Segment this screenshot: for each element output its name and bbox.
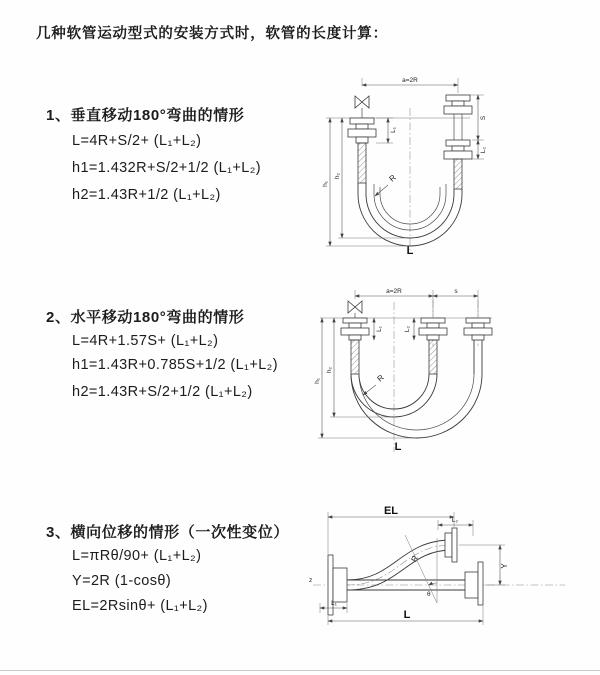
section-3-heading: 3、横向位移的情形（一次性变位） xyxy=(46,524,289,541)
section-2-formula-h1: h1=1.43R+0.785S+1/2 (L₁+L₂) xyxy=(72,357,278,373)
section-2-heading: 2、水平移动180°弯曲的情形 xyxy=(46,309,245,326)
section-1-formula-h1: h1=1.432R+S/2+1/2 (L₁+L₂) xyxy=(72,160,262,176)
dim-l1-label: L₁ xyxy=(331,600,337,607)
angle-label: θ xyxy=(427,591,431,598)
dim-a2r-label: a=2R xyxy=(402,77,418,84)
dim-y-label: Y xyxy=(500,563,509,569)
dimension-l xyxy=(328,606,483,625)
dim-s-label: s xyxy=(454,288,458,295)
section-3-formula-L: L=πRθ/90+ (L₁+L₂) xyxy=(72,548,202,564)
section-1-formula-h2: h2=1.43R+1/2 (L₁+L₂) xyxy=(72,187,221,203)
diagram-lateral-displacement xyxy=(297,500,597,655)
dim-h1-label: h₁ xyxy=(314,378,321,384)
dim-h2-label: h₂ xyxy=(326,366,333,374)
axis-mark-label: z xyxy=(309,577,313,584)
section-2-formula-L: L=4R+1.57S+ (L₁+L₂) xyxy=(72,333,219,349)
radius-label: R xyxy=(409,554,421,564)
radius-callout xyxy=(363,373,386,395)
flange-middle xyxy=(419,318,447,340)
dimension-l2 xyxy=(478,140,487,159)
dim-l2-label: L₂ xyxy=(404,325,411,333)
dimension-a-2r xyxy=(362,77,458,93)
radius-label: R xyxy=(375,372,386,384)
valve-icon xyxy=(348,301,362,318)
dim-h1-label: h₁ xyxy=(322,181,329,187)
dim-l2-label: L₂ xyxy=(451,517,459,524)
section-2-formula-h2: h2=1.43R+S/2+1/2 (L₁+L₂) xyxy=(72,384,253,400)
dim-h2-label: h₂ xyxy=(334,172,341,180)
length-label: L xyxy=(394,441,402,453)
dim-l1-label: L₁ xyxy=(376,326,383,332)
radius-callout xyxy=(375,173,398,196)
diagram-vertical-bend xyxy=(318,72,583,257)
angle-construction xyxy=(405,535,437,603)
dim-l-label: L xyxy=(403,609,411,621)
dim-l1-label: L₁ xyxy=(390,127,397,133)
page-title: 几种软管运动型式的安装方式时，软管的长度计算： xyxy=(36,26,388,42)
section-3-formula-Y: Y=2R (1-cosθ) xyxy=(72,573,172,589)
radius-label: R xyxy=(387,172,398,184)
dim-l2-label: L₂ xyxy=(480,146,487,154)
hose-curved-displaced xyxy=(347,540,452,590)
diagram-horizontal-bend xyxy=(312,286,584,458)
section-3-formula-EL: EL=2Rsinθ+ (L₁+L₂) xyxy=(72,598,208,614)
dim-a2r-label: a=2R xyxy=(386,288,402,295)
dimension-l1 xyxy=(376,118,397,143)
flange-left xyxy=(348,118,376,143)
flange-right-original xyxy=(465,562,483,605)
section-1-formula-L: L=4R+S/2+ (L₁+L₂) xyxy=(72,133,202,149)
valve-icon xyxy=(355,96,369,118)
section-1-heading: 1、垂直移动180°弯曲的情形 xyxy=(46,107,245,124)
dim-el-label: EL xyxy=(383,505,399,517)
dimension-s xyxy=(433,288,478,316)
page-edge-line xyxy=(0,670,600,671)
flange-left xyxy=(341,318,369,340)
flange-right-moved xyxy=(464,318,492,340)
length-label: L xyxy=(406,245,414,257)
flange-top-displaced xyxy=(445,528,457,562)
dimension-l2 xyxy=(404,318,414,340)
dim-s-label: S xyxy=(480,115,487,121)
dimension-l1 xyxy=(374,318,383,340)
dimension-h1 xyxy=(314,318,416,438)
flange-right-lower xyxy=(444,140,472,159)
flange-right-upper xyxy=(444,95,472,140)
